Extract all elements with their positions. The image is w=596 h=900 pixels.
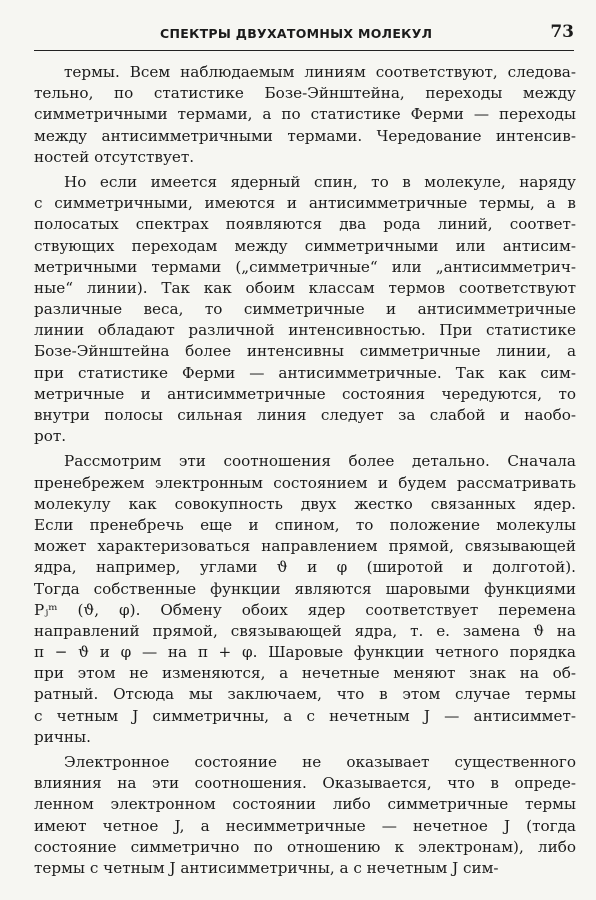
text-line: симметричными термами, а по статистике Ферми — переходы	[34, 105, 576, 124]
text-line: пренебрежем электронным состоянием и будем рассматривать	[34, 473, 576, 492]
text-line: рот.	[34, 427, 67, 446]
paragraph	[34, 752, 576, 879]
text-line: метричные и антисимметричные состояния чередуются, то	[34, 384, 576, 403]
text-line: ядра, например, углами ϑ и φ (широтой и долготой).	[34, 558, 576, 577]
text-line: метричными термами („симметричные“ или „антисимметрич-	[34, 257, 576, 276]
text-line: Но если имеется ядерный спин, то в молекуле, наряду	[64, 172, 576, 191]
text-line: может характеризоваться направлением прямой, связывающей	[34, 537, 576, 556]
text-line: с четным J симметричны, а с нечетным J — антисиммет-	[34, 706, 576, 725]
text-line: различные веса, то симметричные и антисимметричные	[34, 300, 576, 319]
text-line: внутри полосы сильная линия следует за слабой и наобо-	[34, 406, 576, 424]
text-line: ствующих переходам между симметричными или антисим-	[34, 236, 576, 255]
text-line: молекулу как совокупность двух жестко связанных ядер.	[34, 494, 576, 513]
text-line: тельно, по статистике Бозе-Эйнштейна, переходы между	[34, 84, 576, 103]
paragraph	[34, 62, 576, 168]
text-line: Тогда собственные функции являются шаровыми функциями	[34, 579, 576, 598]
text-line: имеют четное J, а несимметричные — нечетное J (тогда	[34, 816, 576, 835]
running-title: СПЕКТРЫ ДВУХАТОМНЫХ МОЛЕКУЛ	[160, 26, 433, 41]
text-line: Рассмотрим эти соотношения более детально. Сначала	[64, 452, 576, 471]
text-line: ные“ линии). Так как обоим классам термов соответствуют	[34, 278, 576, 297]
text-line: термы с четным J антисимметричны, а с нечетным J сим-	[34, 858, 499, 877]
text-line: Электронное состояние не оказывает существенного	[64, 753, 576, 771]
text-line: ностей отсутствует.	[34, 147, 195, 166]
text-line: между антисимметричными термами. Чередование интенсив-	[34, 126, 576, 145]
text-line: ратный. Отсюда мы заключаем, что в этом случае термы	[34, 685, 576, 704]
text-line: ленном электронном состоянии либо симметричные термы	[34, 795, 576, 814]
text-line: π − ϑ и φ — на π + φ. Шаровые функции четного порядка	[34, 643, 576, 662]
text-line: Бозе-Эйнштейна более интенсивны симметричные линии, а	[34, 342, 576, 361]
page-header	[34, 22, 574, 46]
text-line: при статистике Ферми — антисимметричные. Так как сим-	[34, 363, 576, 382]
text-line: полосатых спектрах появляются два рода линий, соответ-	[34, 215, 576, 234]
text-line: термы. Всем наблюдаемым линиям соответствуют, следова-	[64, 63, 576, 81]
body-text	[34, 62, 576, 883]
text-line: линии обладают различной интенсивностью. При статистике	[34, 321, 576, 340]
text-line: с симметричными, имеются и антисимметричные термы, а в	[34, 194, 576, 213]
text-line: Если пренебречь еще и спином, то положение молекулы	[34, 515, 576, 534]
text-line: влияния на эти соотношения. Оказывается, что в опреде-	[34, 774, 576, 793]
text-line: Pⱼᵐ (ϑ, φ). Обмену обоих ядер соответствует перемена	[34, 600, 576, 619]
paragraph	[34, 451, 576, 748]
text-line: при этом не изменяются, а нечетные меняют знак на об-	[34, 664, 576, 683]
header-rule	[34, 50, 574, 51]
page-number: 73	[550, 22, 574, 42]
paragraph	[34, 172, 576, 447]
text-line: ричны.	[34, 727, 91, 746]
text-line: состояние симметрично по отношению к электронам), либо	[34, 837, 576, 856]
text-line: направлений прямой, связывающей ядра, т. е. замена ϑ на	[34, 621, 576, 640]
